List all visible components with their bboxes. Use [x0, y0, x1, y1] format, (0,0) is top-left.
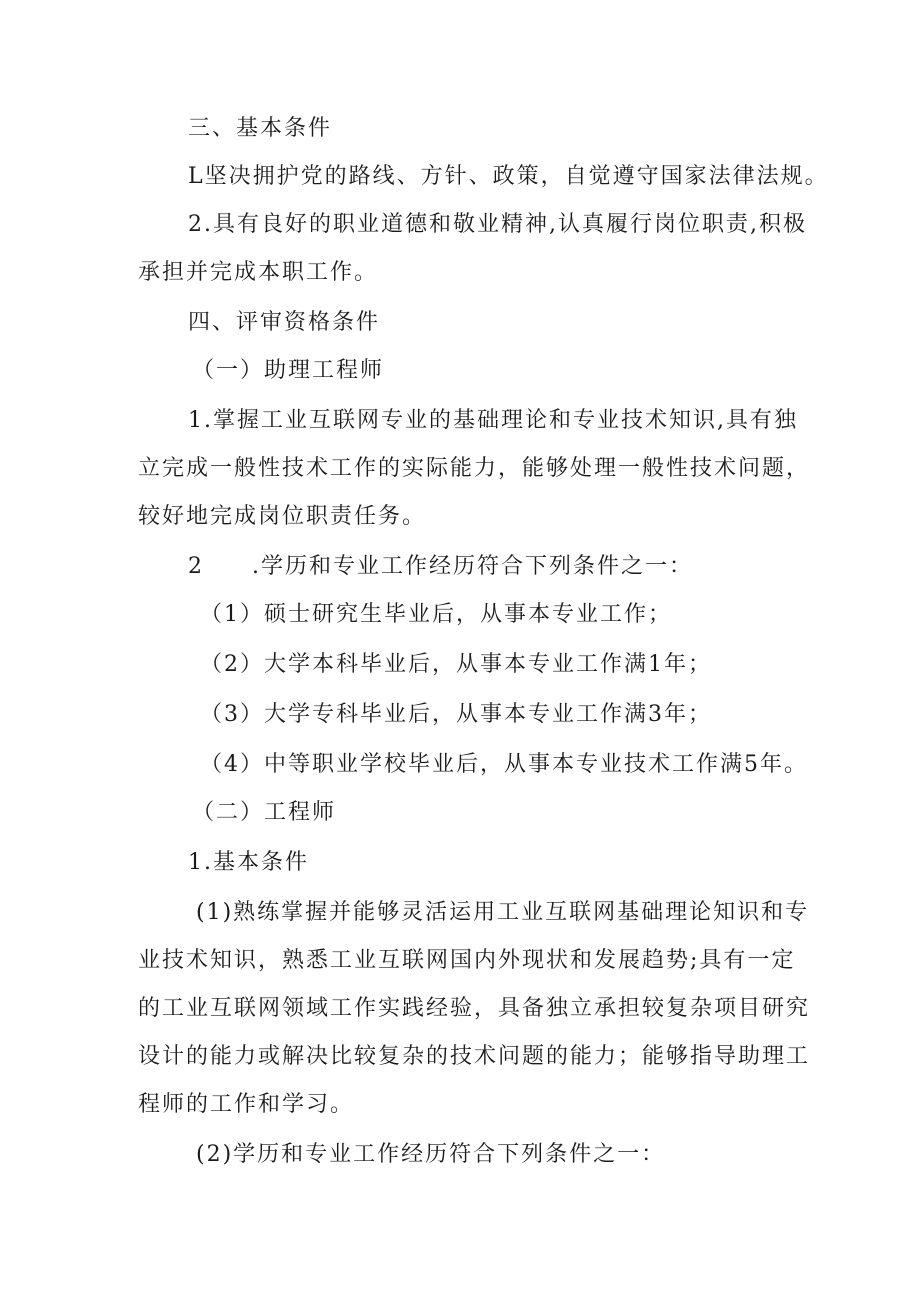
section-heading-review-qualifications: 四、评审资格条件	[188, 310, 381, 335]
list-item: （4）中等职业学校毕业后，从事本专业技术工作满5年。	[200, 752, 808, 777]
paragraph-line: 业技术知识，熟悉工业互联网国内外现状和发展趋势;具有一定	[138, 948, 796, 973]
paragraph-line: 2.具有良好的职业道德和敬业精神,认真履行岗位职责,积极	[188, 212, 807, 237]
section-heading-basic-conditions: 三、基本条件	[188, 116, 333, 141]
paragraph-line: 2 .学历和专业工作经历符合下列条件之一：	[188, 554, 693, 579]
subsection-heading-assistant-engineer: （一）助理工程师	[192, 358, 385, 383]
paragraph-line: 较好地完成岗位职责任务。	[138, 504, 427, 529]
list-item: （1）硕士研究生毕业后，从事本专业工作；	[200, 602, 672, 627]
paragraph-line: 承担并完成本职工作。	[138, 260, 379, 285]
paragraph-line: 程师的工作和学习。	[138, 1092, 355, 1117]
list-item: （2）大学本科毕业后，从事本专业工作满1年；	[200, 652, 712, 677]
subsection-heading-engineer: （二）工程师	[192, 800, 337, 825]
paragraph-line: 设计的能力或解决比较复杂的技术问题的能力；能够指导助理工	[138, 1044, 811, 1069]
paragraph-line: 1.基本条件	[188, 850, 309, 875]
list-item: （3）大学专科毕业后，从事本专业工作满3年；	[200, 702, 712, 727]
paragraph-line: (2)学历和专业工作经历符合下列条件之一：	[196, 1142, 666, 1167]
paragraph-line: L坚决拥护党的路线、方针、政策，自觉遵守国家法律法规。	[188, 164, 829, 189]
paragraph-line: 1.掌握工业互联网专业的基础理论和专业技术知识,具有独	[188, 408, 798, 433]
paragraph-line: 的工业互联网领域工作实践经验，具备独立承担较复杂项目研究	[138, 996, 811, 1021]
paragraph-line: (1)熟练掌握并能够灵活运用工业互联网基础理论知识和专	[196, 900, 810, 925]
paragraph-line: 立完成一般性技术工作的实际能力，能够处理一般性技术问题，	[138, 456, 811, 481]
